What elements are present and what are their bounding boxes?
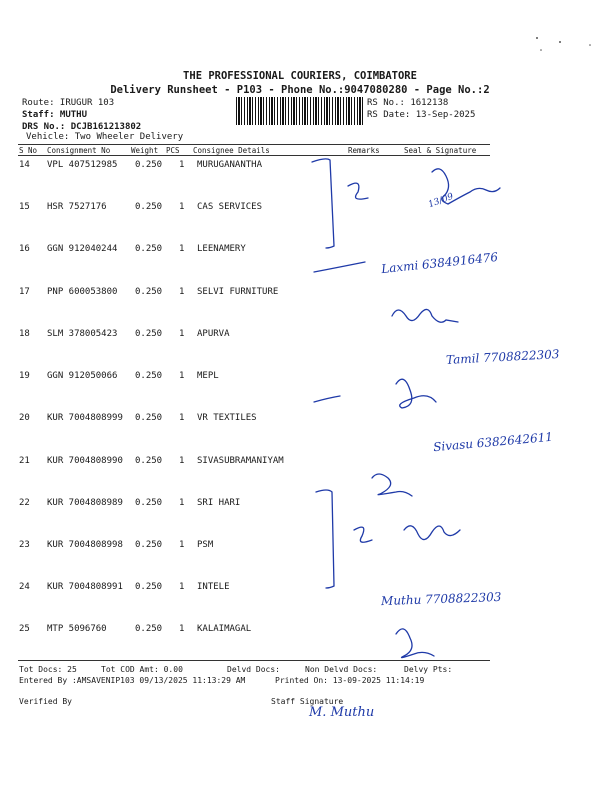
table-row: [0, 329, 600, 343]
row-consignment: HSR 7527176: [47, 202, 107, 212]
row-sno: 22: [19, 498, 30, 508]
rs-date: RS Date: 13-Sep-2025: [367, 110, 476, 120]
row-consignment: VPL 407512985: [47, 160, 118, 170]
table-row: [0, 244, 600, 258]
row-pcs: 1: [179, 540, 185, 550]
row-pcs: 1: [179, 329, 185, 339]
rs-number: RS No.: 1612138: [367, 98, 449, 108]
row-pcs: 1: [179, 160, 185, 170]
row-weight: 0.250: [135, 540, 163, 550]
row-sno: 18: [19, 329, 30, 339]
col-consignee: Consignee Details: [193, 146, 270, 155]
printed-on: Printed On: 13-09-2025 11:14:19: [275, 676, 425, 685]
row-consignment: GGN 912050066: [47, 371, 118, 381]
row-weight: 0.250: [135, 287, 163, 297]
col-consignment: Consignment No: [47, 146, 111, 155]
table-row: [0, 498, 600, 512]
row-pcs: 1: [179, 582, 185, 592]
row-consignment: KUR 7004808999: [47, 413, 123, 423]
row-weight: 0.250: [135, 498, 163, 508]
row-sno: 20: [19, 413, 30, 423]
row-weight: 0.250: [135, 413, 163, 423]
row-pcs: 1: [179, 244, 185, 254]
row-sno: 15: [19, 202, 30, 212]
entered-by: Entered By :AMSAVENIP103 09/13/2025 11:13:29 AM: [19, 676, 246, 685]
col-remarks: Remarks: [348, 146, 380, 155]
tot-docs: Tot Docs: 25: [19, 665, 77, 674]
staff-signature-label: Staff Signature: [271, 697, 344, 706]
row-pcs: 1: [179, 456, 185, 466]
handwritten-date: 13/09: [427, 191, 455, 211]
col-weight: Weight: [131, 146, 159, 155]
handwritten-remark-16: Laxmi 6384916476: [380, 249, 499, 277]
runsheet-subtitle: Delivery Runsheet - P103 - Phone No.:9047080280 - Page No.:2: [110, 84, 490, 96]
row-weight: 0.250: [135, 202, 163, 212]
row-weight: 0.250: [135, 244, 163, 254]
delvy-pts: Delvy Pts:: [404, 665, 453, 674]
drs-number: DRS No.: DCJB161213802: [22, 122, 142, 132]
row-sno: 16: [19, 244, 30, 254]
row-sno: 19: [19, 371, 30, 381]
barcode: [236, 97, 364, 125]
row-consignee: MEPL: [197, 371, 219, 381]
non-delvd-docs: Non Delvd Docs:: [305, 665, 378, 674]
row-consignment: KUR 7004808991: [47, 582, 123, 592]
delvd-docs: Delvd Docs:: [227, 665, 280, 674]
row-consignment: KUR 7004808989: [47, 498, 123, 508]
vehicle-label: Vehicle: Two Wheeler Delivery: [26, 132, 184, 142]
table-row: [0, 624, 600, 638]
verified-by: Verified By: [19, 697, 72, 706]
handwritten-remark-19: Tamil 7708822303: [445, 347, 560, 367]
row-consignee: SIVASUBRAMANIYAM: [197, 456, 284, 466]
row-pcs: 1: [179, 371, 185, 381]
footer-rule: [18, 660, 490, 661]
row-consignee: INTELE: [197, 582, 230, 592]
row-weight: 0.250: [135, 624, 163, 634]
row-pcs: 1: [179, 498, 185, 508]
header-bottom-rule: [18, 155, 490, 156]
staff-signature: M. Muthu: [309, 705, 375, 720]
row-consignee: SRI HARI: [197, 498, 241, 508]
row-weight: 0.250: [135, 160, 163, 170]
staff-label: Staff: MUTHU: [22, 110, 88, 120]
row-consignee: LEENAMERY: [197, 244, 246, 254]
row-consignment: KUR 7004808990: [47, 456, 123, 466]
row-sno: 23: [19, 540, 30, 550]
row-consignment: SLM 378005423: [47, 329, 118, 339]
row-consignee: KALAIMAGAL: [197, 624, 252, 634]
row-pcs: 1: [179, 413, 185, 423]
row-pcs: 1: [179, 624, 185, 634]
row-consignment: GGN 912040244: [47, 244, 118, 254]
table-row: [0, 202, 600, 216]
handwritten-remark-21: Sivasu 6382642611: [432, 429, 554, 455]
row-sno: 17: [19, 287, 30, 297]
col-pcs: PCS: [166, 146, 180, 155]
row-sno: 24: [19, 582, 30, 592]
row-pcs: 1: [179, 202, 185, 212]
col-sno: S No: [19, 146, 38, 155]
tot-cod-amt: Tot COD Amt: 0.00: [101, 665, 183, 674]
row-consignee: MURUGANANTHA: [197, 160, 263, 170]
row-weight: 0.250: [135, 582, 163, 592]
table-row: [0, 287, 600, 301]
table-row: [0, 582, 600, 596]
table-row: [0, 371, 600, 385]
route-label: Route: IRUGUR 103: [22, 98, 115, 108]
row-consignee: VR TEXTILES: [197, 413, 257, 423]
col-seal-signature: Seal & Signature: [404, 146, 477, 155]
company-title: THE PROFESSIONAL COURIERS, COIMBATORE: [183, 70, 417, 82]
row-weight: 0.250: [135, 329, 163, 339]
table-row: [0, 160, 600, 174]
header-top-rule: [18, 144, 490, 145]
row-consignment: MTP 5096760: [47, 624, 107, 634]
table-row: [0, 413, 600, 427]
row-weight: 0.250: [135, 371, 163, 381]
row-sno: 14: [19, 160, 30, 170]
row-sno: 21: [19, 456, 30, 466]
row-sno: 25: [19, 624, 30, 634]
row-consignment: KUR 7004808998: [47, 540, 123, 550]
table-row: [0, 456, 600, 470]
row-consignee: APURVA: [197, 329, 230, 339]
row-consignee: SELVI FURNITURE: [197, 287, 279, 297]
row-pcs: 1: [179, 287, 185, 297]
row-consignment: PNP 600053800: [47, 287, 118, 297]
table-row: [0, 540, 600, 554]
row-weight: 0.250: [135, 456, 163, 466]
row-consignee: PSM: [197, 540, 214, 550]
row-consignee: CAS SERVICES: [197, 202, 263, 212]
handwritten-remark-24: Muthu 7708822303: [380, 589, 502, 609]
